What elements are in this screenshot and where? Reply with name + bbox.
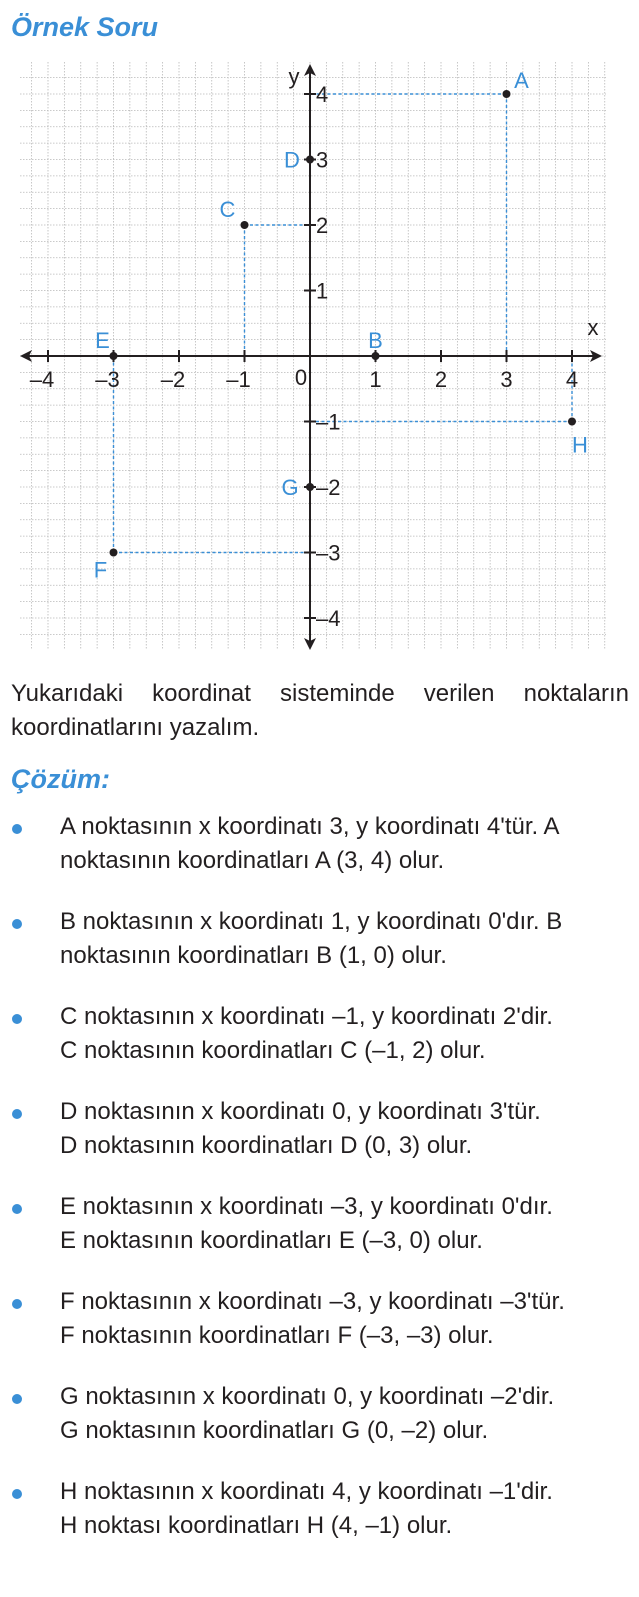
point-label-a: A xyxy=(514,68,529,93)
point-label-e: E xyxy=(95,328,110,353)
y-tick-label: –1 xyxy=(316,409,341,435)
point-label-g: G xyxy=(281,475,299,500)
solution-title: Çözüm: xyxy=(11,764,110,794)
y-tick-label: –3 xyxy=(316,540,341,566)
step-line-1: C noktasının x koordinatı –1, y koordinatı 2'dir. xyxy=(60,1003,553,1030)
solution-step xyxy=(0,1285,639,1380)
bullet-icon xyxy=(12,1489,22,1499)
step-line-2: D noktasının koordinatları D (0, 3) olur. xyxy=(60,1132,473,1159)
step-line-2: noktasının koordinatları A (3, 4) olur. xyxy=(60,847,445,874)
y-tick-label: –2 xyxy=(316,475,341,500)
step-line-2: H noktası koordinatları H (4, –1) olur. xyxy=(60,1512,453,1539)
step-line-1: F noktasının x koordinatı –3, y koordinatı –3'tür. xyxy=(60,1288,565,1315)
point-label-h: H xyxy=(572,432,588,458)
points xyxy=(94,68,588,583)
solution-step xyxy=(0,1190,639,1285)
step-line-1: G noktasının x koordinatı 0, y koordinatı –2'dir. xyxy=(60,1383,555,1410)
solution-steps xyxy=(0,810,639,1570)
bullet-icon xyxy=(12,1394,22,1404)
y-tick-label: 2 xyxy=(316,213,329,238)
x-tick-label: 4 xyxy=(565,367,579,392)
x-tick-label: 3 xyxy=(500,367,513,392)
origin-label: 0 xyxy=(294,365,308,390)
bullet-icon xyxy=(12,1109,22,1119)
y-axis-label: y xyxy=(288,64,300,89)
step-line-1: A noktasının x koordinatı 3, y koordinatı 4'tür. A xyxy=(60,813,560,840)
bullet-icon xyxy=(12,1204,22,1214)
point-d xyxy=(306,156,314,164)
point-c xyxy=(241,221,249,229)
point-label-d: D xyxy=(284,147,300,173)
x-tick-label: –3 xyxy=(95,367,120,392)
solution-step xyxy=(0,1095,639,1190)
point-b xyxy=(372,352,380,360)
point-label-c: C xyxy=(219,197,236,222)
x-axis-label: x xyxy=(587,315,599,340)
point-h xyxy=(568,418,576,426)
y-tick-label: 4 xyxy=(316,82,329,107)
solution-step xyxy=(0,1475,639,1570)
y-tick-label: 1 xyxy=(316,278,329,304)
y-tick-label: 3 xyxy=(316,147,329,173)
x-tick-label: –1 xyxy=(226,367,251,392)
step-line-1: B noktasının x koordinatı 1, y koordinatı 0'dır. B xyxy=(60,908,563,935)
solution-step xyxy=(0,810,639,905)
axes xyxy=(20,64,602,650)
step-line-2: C noktasının koordinatları C (–1, 2) olur. xyxy=(60,1037,486,1064)
question-text: Yukarıdaki koordinat sisteminde verilen noktaların koordinatlarını yazalım. xyxy=(11,680,629,741)
x-tick-label: –2 xyxy=(160,367,186,392)
step-line-1: H noktasının x koordinatı 4, y koordinatı –1'dir. xyxy=(60,1478,553,1505)
point-a xyxy=(503,90,511,98)
solution-step xyxy=(0,1000,639,1095)
solution-step xyxy=(0,1380,639,1475)
point-g xyxy=(306,483,314,491)
point-e xyxy=(110,352,118,360)
example-title: Örnek Soru xyxy=(11,12,159,42)
bullet-icon xyxy=(12,824,22,834)
bullet-icon xyxy=(12,1014,22,1024)
coordinate-plane xyxy=(0,0,639,660)
step-line-2: E noktasının koordinatları E (–3, 0) olur. xyxy=(60,1227,483,1254)
step-line-1: E noktasının x koordinatı –3, y koordinatı 0'dır. xyxy=(60,1193,553,1220)
step-line-1: D noktasının x koordinatı 0, y koordinatı 3'tür. xyxy=(60,1098,541,1125)
bullet-icon xyxy=(12,919,22,929)
y-tick-label: –4 xyxy=(316,606,341,631)
step-line-2: F noktasının koordinatları F (–3, –3) olur. xyxy=(60,1322,494,1349)
x-tick-label: –4 xyxy=(29,367,55,392)
point-label-b: B xyxy=(368,328,383,353)
step-line-2: noktasının koordinatları B (1, 0) olur. xyxy=(60,942,447,969)
x-tick-label: 1 xyxy=(369,367,382,392)
step-line-2: G noktasının koordinatları G (0, –2) olur. xyxy=(60,1417,489,1444)
solution-step xyxy=(0,905,639,1000)
x-tick-label: 2 xyxy=(434,367,448,392)
bullet-icon xyxy=(12,1299,22,1309)
point-f xyxy=(110,549,118,557)
point-label-f: F xyxy=(93,557,108,583)
